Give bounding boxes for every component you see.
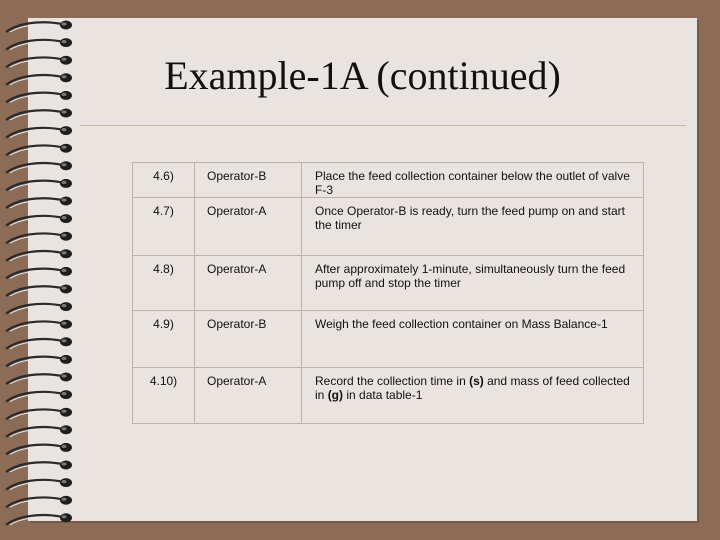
step-description xyxy=(302,368,644,424)
step-number-text: 4.9) xyxy=(153,317,174,331)
text-segment: Weigh the feed collection container on Mass Balance-1 xyxy=(315,317,608,331)
spiral-ring xyxy=(6,126,72,138)
step-operator xyxy=(195,311,302,368)
step-operator xyxy=(195,163,302,198)
spiral-ring xyxy=(6,109,72,121)
step-operator-text: Operator-A xyxy=(207,204,267,218)
spiral-ring xyxy=(6,197,72,209)
step-number-text: 4.6) xyxy=(153,169,174,183)
spiral-ring xyxy=(6,285,72,297)
page-title: Example-1A (continued) xyxy=(164,53,561,98)
step-number-text: 4.10) xyxy=(149,374,178,388)
step-description-text xyxy=(315,166,635,197)
title-divider xyxy=(80,125,686,126)
step-number xyxy=(133,368,195,424)
spiral-ring xyxy=(6,144,72,156)
spiral-ring xyxy=(6,425,72,437)
spiral-ring xyxy=(6,21,72,33)
spiral-ring xyxy=(6,408,72,420)
step-number-text: 4.7) xyxy=(153,204,174,218)
spiral-ring xyxy=(6,355,72,367)
spiral-ring xyxy=(6,38,72,50)
spiral-ring xyxy=(6,302,72,314)
spiral-ring xyxy=(6,337,72,349)
spiral-ring xyxy=(6,267,72,279)
spiral-ring xyxy=(6,478,72,490)
unit-label: (s) xyxy=(469,374,484,388)
spiral-ring xyxy=(6,320,72,332)
step-operator-text: Operator-B xyxy=(207,317,267,331)
text-segment: and mass of feed collected in xyxy=(315,374,630,402)
table-row xyxy=(133,163,644,198)
step-description-text xyxy=(315,259,635,290)
step-description-text xyxy=(315,371,635,402)
step-number-text: 4.8) xyxy=(153,262,174,276)
spiral-ring xyxy=(6,461,72,473)
spiral-ring xyxy=(6,513,72,525)
spiral-ring xyxy=(6,443,72,455)
step-operator xyxy=(195,368,302,424)
step-operator xyxy=(195,256,302,311)
step-number xyxy=(133,311,195,368)
step-number xyxy=(133,163,195,198)
text-segment: Once Operator-B is ready, turn the feed pump on and start the timer xyxy=(315,204,625,232)
spiral-ring xyxy=(6,390,72,402)
text-segment: Record the collection time in xyxy=(315,374,470,388)
step-description xyxy=(302,163,644,198)
text-segment: in data table-1 xyxy=(343,388,423,402)
spiral-ring xyxy=(6,232,72,244)
step-operator-text: Operator-B xyxy=(207,169,267,183)
spiral-ring xyxy=(6,179,72,191)
step-description-text xyxy=(315,201,635,232)
step-number xyxy=(133,198,195,256)
step-operator-text: Operator-A xyxy=(207,262,267,276)
table-row xyxy=(133,256,644,311)
step-description-text xyxy=(315,314,635,331)
spiral-ring xyxy=(6,249,72,260)
unit-label: (g) xyxy=(327,388,344,402)
step-operator-text: Operator-A xyxy=(207,374,267,388)
step-description xyxy=(302,256,644,311)
step-operator xyxy=(195,198,302,256)
procedure-table xyxy=(132,162,644,424)
text-segment: After approximately 1-minute, simultaneously turn the feed pump off and stop the timer xyxy=(315,262,626,290)
spiral-ring xyxy=(6,214,72,226)
spiral-ring xyxy=(6,496,72,508)
text-segment: Place the feed collection container below the outlet of valve F-3 xyxy=(315,169,630,197)
table-row xyxy=(133,311,644,368)
table-row xyxy=(133,368,644,424)
spiral-ring xyxy=(6,373,72,385)
table-row xyxy=(133,198,644,256)
step-description xyxy=(302,311,644,368)
step-description xyxy=(302,198,644,256)
step-number xyxy=(133,256,195,311)
spiral-ring xyxy=(6,161,72,173)
